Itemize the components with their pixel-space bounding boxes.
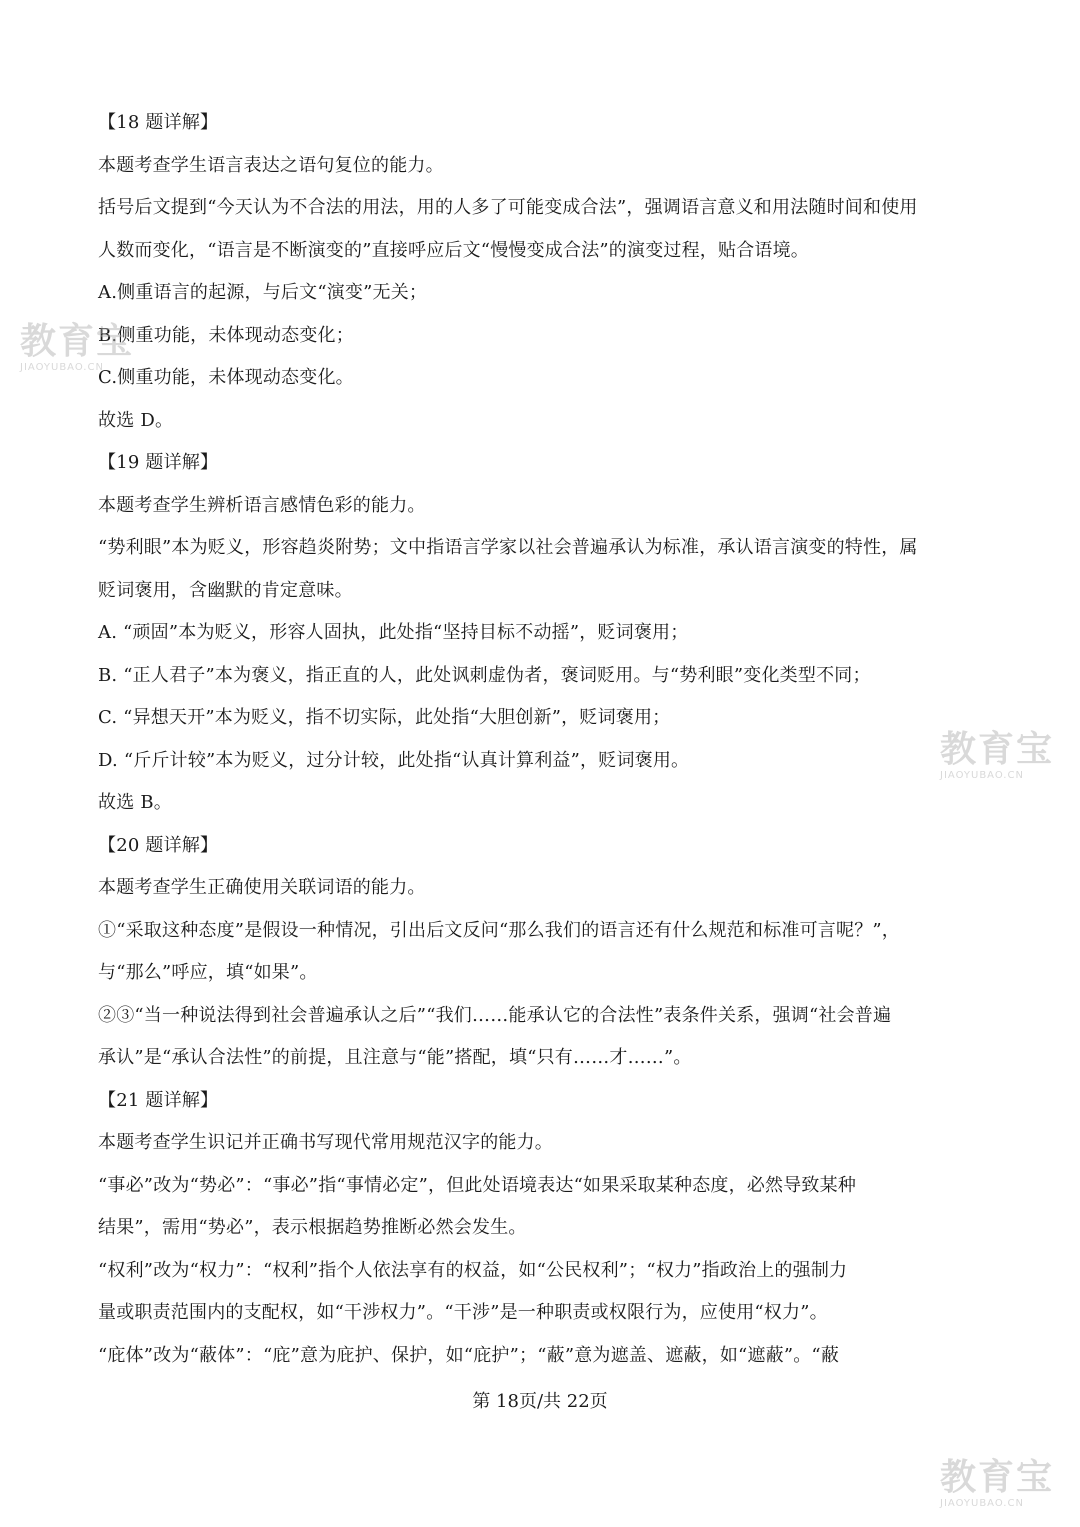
heading-q21: 【21 题详解】 [98, 1089, 219, 1111]
text-line: “势利眼”本为贬义，形容趋炎附势；文中指语言学家以社会普遍承认为标准，承认语言演变的特性，属 [98, 537, 918, 558]
text-line: “庇体”改为“蔽体”：“庇”意为庇护、保护，如“庇护”；“蔽”意为遮盖、遮蔽，如“遮蔽”。“蔽 [98, 1344, 840, 1366]
text-line: ②③“当一种说法得到社会普遍承认之后”“我们……能承认它的合法性”表条件关系，强调“社会普遍 [98, 1004, 892, 1026]
text-line: ①“采取这种态度”是假设一种情况，引出后文反问“那么我们的语言还有什么规范和标准可言呢？”， [98, 919, 901, 941]
watermark-text: 教育宝 [940, 1457, 1055, 1498]
heading-q20: 【20 题详解】 [98, 834, 219, 856]
watermark-text: 教育宝 [940, 729, 1055, 770]
watermark-text: 教育宝 [20, 321, 135, 362]
text-line: “事必”改为“势必”：“事必”指“事情必定”，但此处语境表达“如果采取某种态度，必然导致某种 [98, 1174, 857, 1196]
text-line: “权利”改为“权力”：“权利”指个人依法享有的权益，如“公民权利”；“权力”指政治上的强制力 [98, 1259, 848, 1281]
watermark-subtext: JIAOYUBAO.CN [20, 362, 104, 373]
text-line: 结果”，需用“势必”，表示根据趋势推断必然会发生。 [98, 1217, 527, 1238]
heading-q18: 【18 题详解】 [98, 112, 219, 133]
page-number-footer: 第 18页/共 22页 [472, 1391, 608, 1412]
text-line: D. “斤斤计较”本为贬义，过分计较，此处指“认真计算利益”，贬词褒用。 [98, 749, 690, 771]
heading-q19: 【19 题详解】 [98, 452, 219, 473]
watermark-subtext: JIAOYUBAO.CN [940, 770, 1024, 781]
text-line: C.侧重功能，未体现动态变化。 [98, 367, 354, 388]
watermark-logo [20, 322, 134, 374]
watermark-logo [940, 1458, 1054, 1510]
text-line: 人数而变化，“语言是不断演变的”直接呼应后文“慢慢变成合法”的演变过程，贴合语境。 [98, 239, 810, 261]
text-line: 本题考查学生辨析语言感情色彩的能力。 [98, 494, 426, 516]
watermark-logo [940, 730, 1054, 782]
text-line: 量或职责范围内的支配权，如“干涉权力”。“干涉”是一种职责或权限行为，应使用“权力”。 [98, 1302, 828, 1323]
text-line: A. “顽固”本为贬义，形容人固执，此处指“坚持目标不动摇”，贬词褒用； [98, 622, 689, 643]
text-line: B.侧重功能，未体现动态变化； [98, 324, 354, 346]
text-line: 贬词褒用，含幽默的肯定意味。 [98, 579, 353, 601]
text-line: 故选 B。 [98, 792, 172, 813]
text-line: 故选 D。 [98, 409, 174, 431]
text-line: B. “正人君子”本为褒义，指正直的人，此处讽刺虚伪者，褒词贬用。与“势利眼”变化类型不同； [98, 664, 871, 686]
text-line: 承认”是“承认合法性”的前提，且注意与“能”搭配，填“只有……才……”。 [98, 1047, 692, 1068]
text-line: 与“那么”呼应，填“如果”。 [98, 962, 318, 983]
text-line: A.侧重语言的起源，与后文“演变”无关； [98, 282, 428, 303]
text-line: C. “异想天开”本为贬义，指不切实际，此处指“大胆创新”，贬词褒用； [98, 707, 671, 728]
page-content [98, 102, 983, 1377]
text-line: 本题考查学生正确使用关联词语的能力。 [98, 877, 426, 898]
text-line: 本题考查学生识记并正确书写现代常用规范汉字的能力。 [98, 1132, 553, 1153]
text-line: 括号后文提到“今天认为不合法的用法，用的人多了可能变成合法”，强调语言意义和用法随时间和使用 [98, 197, 918, 218]
text-line: 本题考查学生语言表达之语句复位的能力。 [98, 154, 444, 176]
watermark-subtext: JIAOYUBAO.CN [940, 1498, 1024, 1509]
